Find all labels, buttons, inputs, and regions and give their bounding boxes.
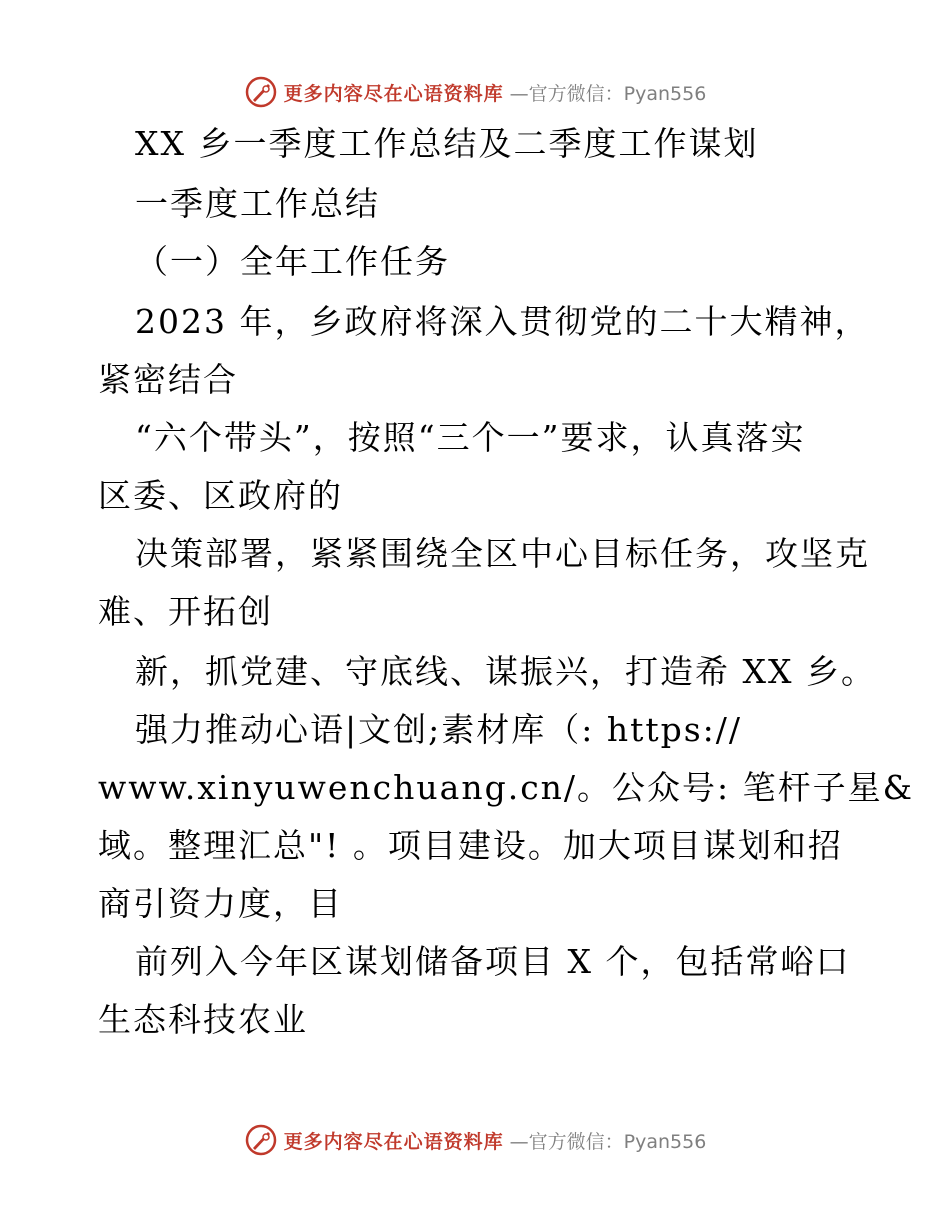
footer-red-text: 更多内容尽在心语资料库 <box>283 1130 504 1153</box>
paragraph-line: 新，抓党建、守底线、谋振兴，打造希 XX 乡。 <box>135 652 876 691</box>
paragraph-line: 商引资力度，目 <box>98 884 343 923</box>
subsection-heading: （一）全年工作任务 <box>135 242 450 281</box>
paragraph-line: 域。整理汇总"! 。项目建设。加大项目谋划和招 <box>98 826 843 865</box>
paragraph-line: 生态科技农业 <box>98 1000 308 1039</box>
document-title: XX 乡一季度工作总结及二季度工作谋划 <box>135 124 759 163</box>
header-banner <box>0 72 950 112</box>
paragraph-line: “六个带头”，按照“三个一”要求，认真落实 <box>135 418 806 457</box>
paragraph-line: 紧密结合 <box>98 360 238 399</box>
section-heading: 一季度工作总结 <box>135 184 380 223</box>
footer-banner <box>0 1120 950 1160</box>
header-grey-text: —官方微信：Pyan556 <box>509 82 707 105</box>
quill-pen-logo-icon <box>244 75 278 109</box>
quill-pen-logo-icon <box>244 1123 278 1157</box>
paragraph-line: www.xinyuwenchuang.cn/。公众号: 笔杆子星& <box>98 768 915 807</box>
footer-grey-text: —官方微信：Pyan556 <box>509 1130 707 1153</box>
paragraph-line: 难、开拓创 <box>98 592 273 631</box>
paragraph-line: 决策部署，紧紧围绕全区中心目标任务，攻坚克 <box>135 534 870 573</box>
paragraph-line: 前列入今年区谋划储备项目 X 个，包括常峪口 <box>135 942 851 981</box>
paragraph-line: 强力推动心语|文创;素材库（: https:// <box>135 710 743 749</box>
header-red-text: 更多内容尽在心语资料库 <box>283 82 504 105</box>
paragraph-line: 区委、区政府的 <box>98 476 343 515</box>
paragraph-line: 2023 年，乡政府将深入贯彻党的二十大精神， <box>135 302 870 341</box>
